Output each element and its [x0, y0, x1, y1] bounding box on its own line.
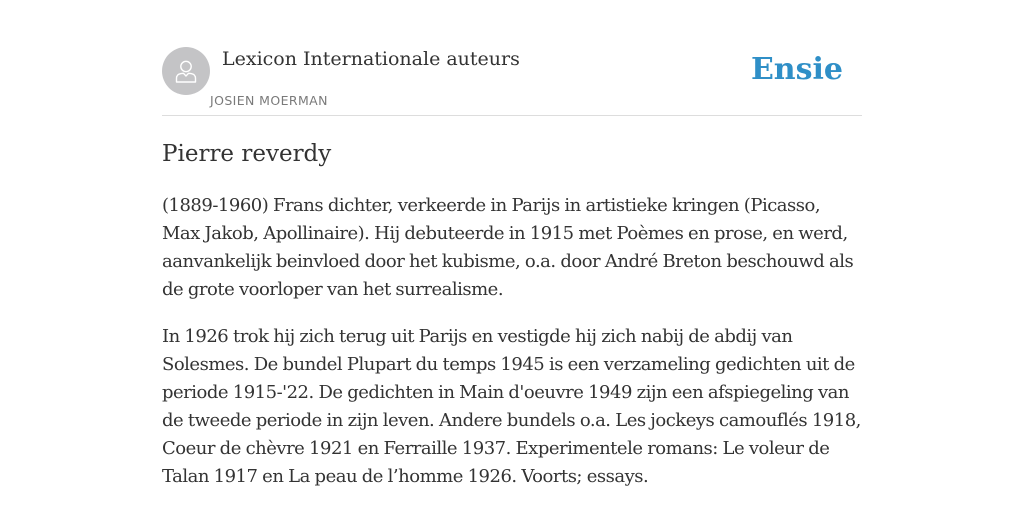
author-name[interactable]: JOSIEN MOERMAN — [210, 93, 328, 108]
article-paragraph: In 1926 trok hij zich terug uit Parijs en vestigde hij zich nabij de abdij van Solesmes. De bundel Plupart du temps 1945 is een verzameling gedichten uit de periode 1915-'22. De gedichten in Main d'oeuvre 1949 zijn een afspiegeling van de tweede periode in zijn leven. Andere bundels o.a. Les jockeys camouflés 1918, Coeur de chèvre 1921 en Ferraille 1937. Experimentele romans: Le voleur de Talan 1917 en La peau de l’homme 1926. Voorts; essays. — [162, 326, 861, 487]
article-body — [162, 192, 862, 510]
user-icon — [172, 57, 200, 85]
article-paragraph: (1889-1960) Frans dichter, verkeerde in Parijs in artistieke kringen (Picasso, Max Jakob, Apollinaire). Hij debuteerde in 1915 met Poèmes en prose, en werd, aanvankelijk beinvloed door het kubisme, o.a. door André Breton beschouwd als de grote voorloper van het surrealisme. — [162, 195, 854, 300]
brand-logo[interactable]: Ensie — [750, 52, 843, 87]
avatar[interactable] — [162, 47, 210, 95]
header — [162, 0, 862, 116]
page-container — [162, 0, 862, 487]
collection-title[interactable]: Lexicon Internationale auteurs — [222, 48, 520, 70]
article-title: Pierre reverdy — [162, 141, 332, 167]
